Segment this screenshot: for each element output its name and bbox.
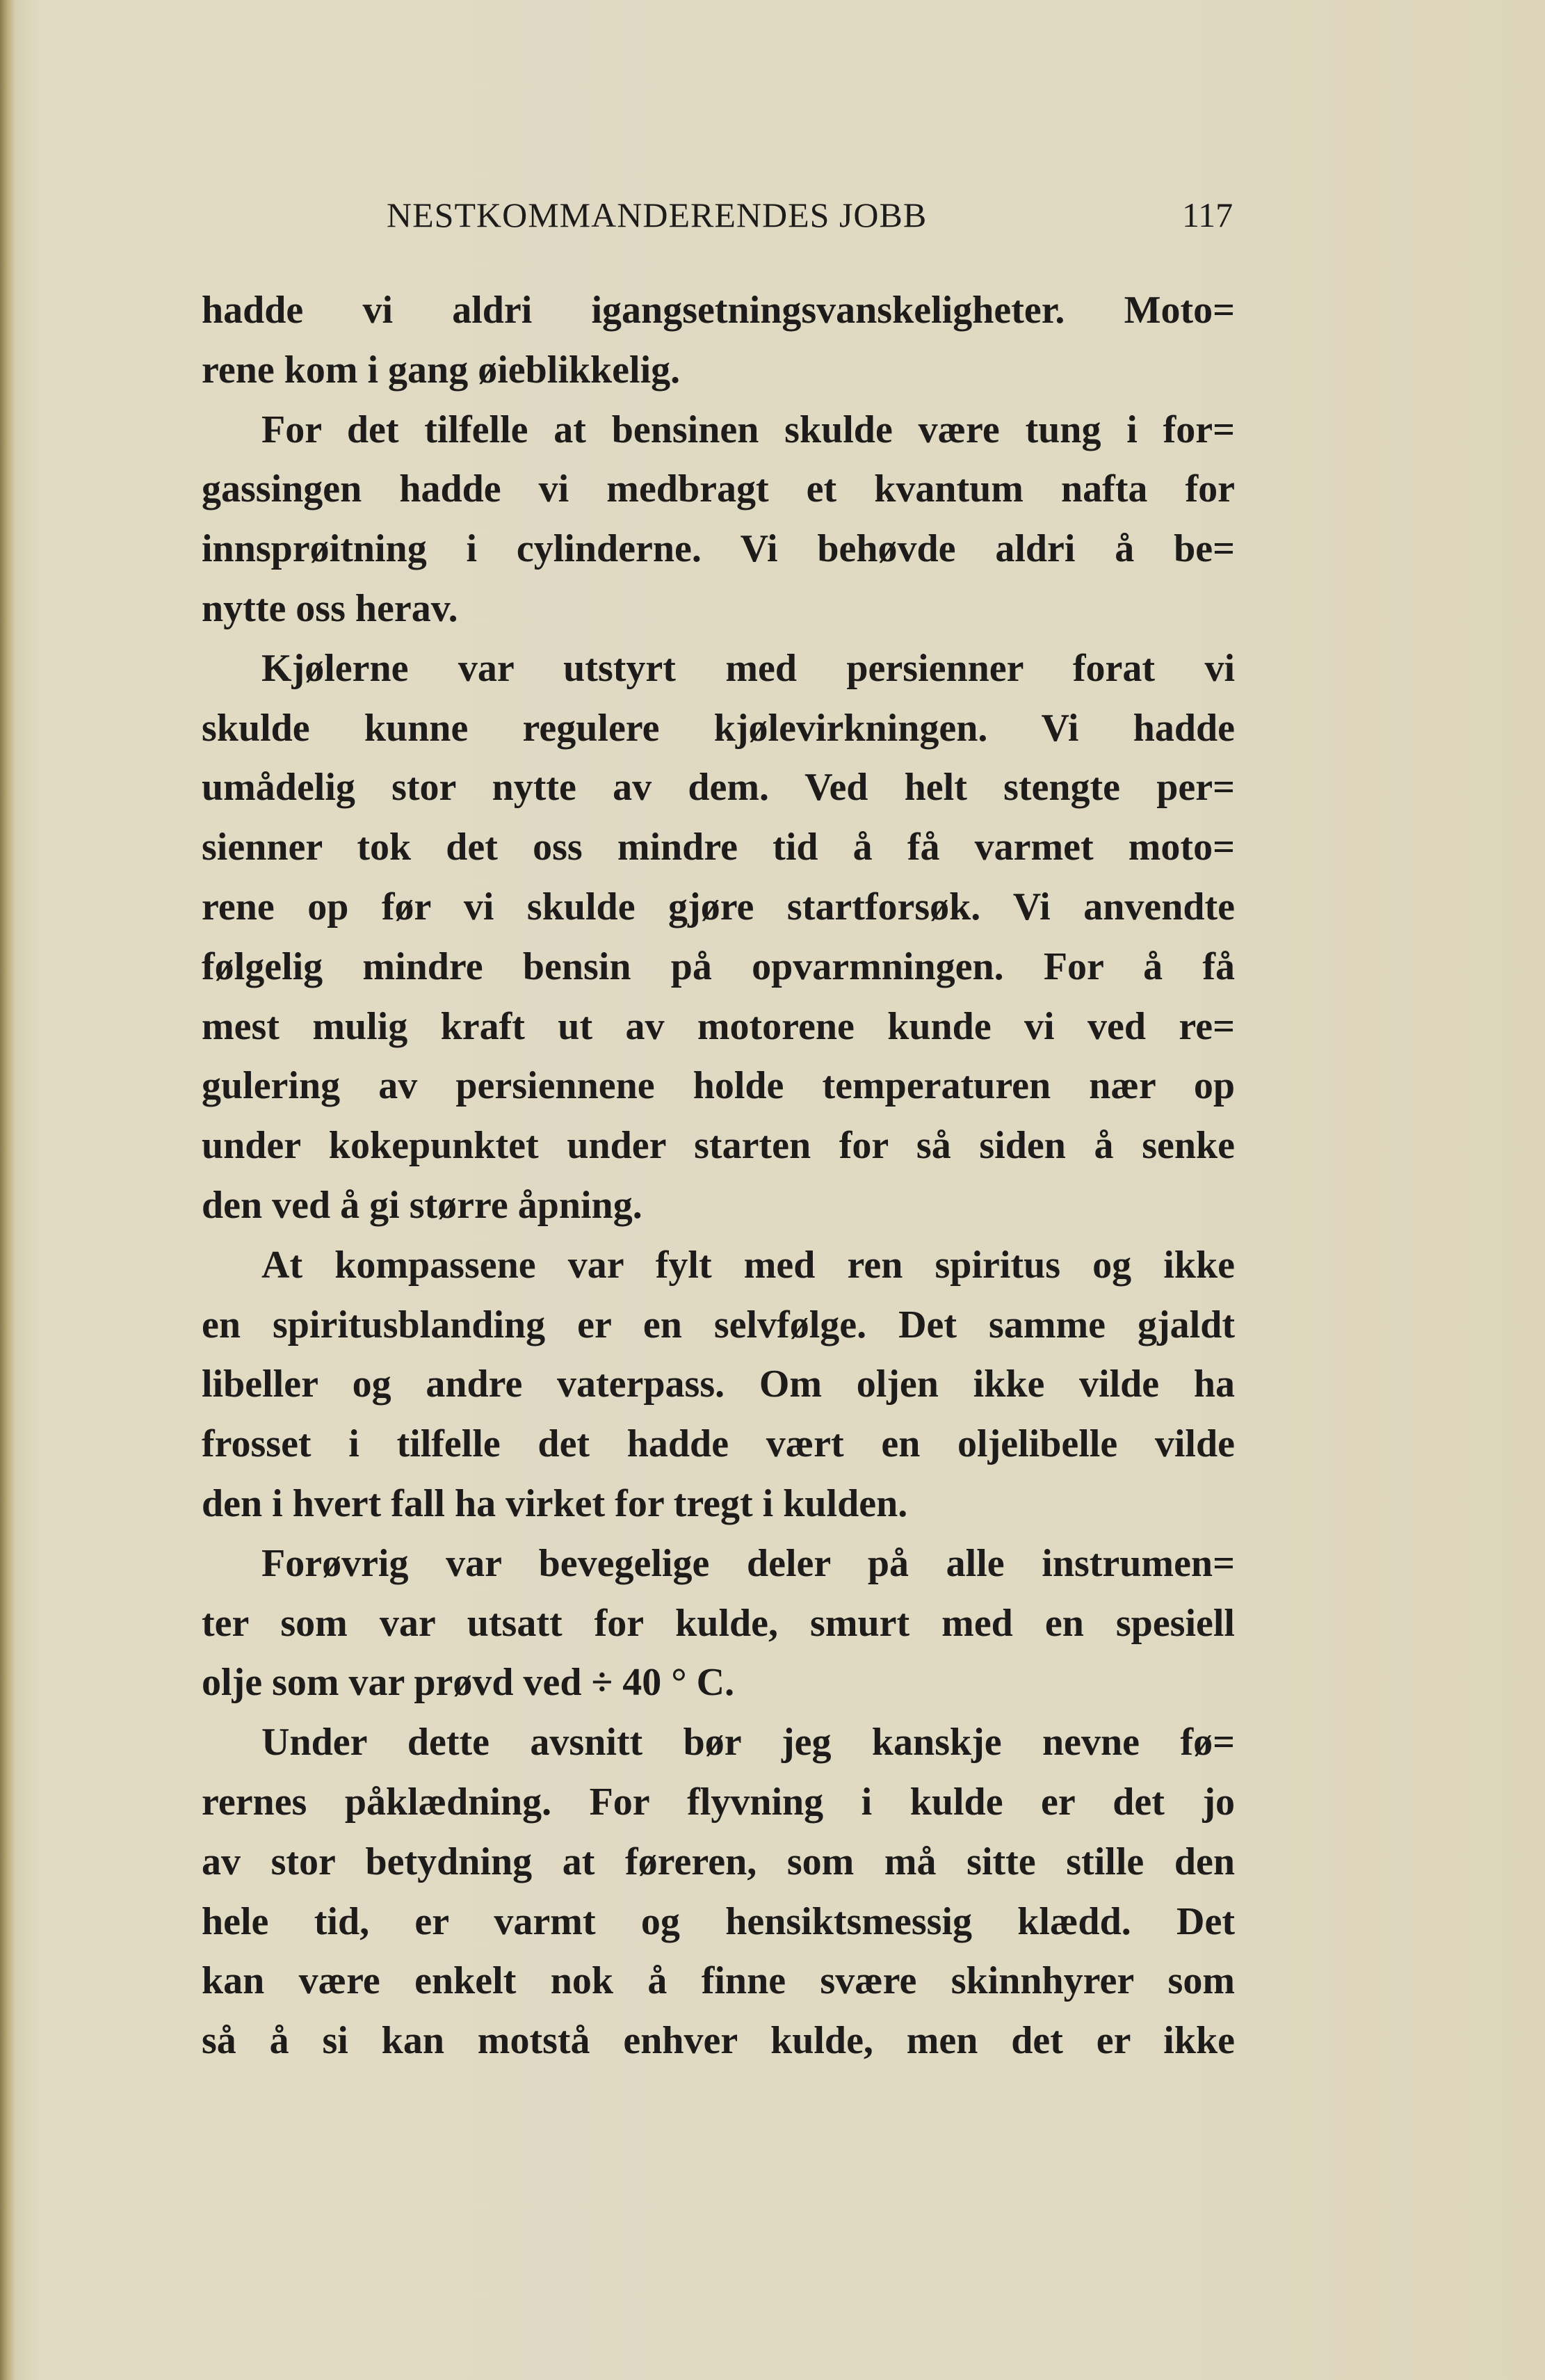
text-line: At kompassene var fylt med ren spiritus og ikke	[261, 1243, 1235, 1287]
text-line: hadde vi aldri igangsetningsvanskeligheter. Moto=	[202, 289, 1235, 332]
text-line: umådelig stor nytte av dem. Ved helt stengte per=	[202, 766, 1235, 810]
text-line: av stor betydning at føreren, som må sitte stille den	[202, 1840, 1235, 1883]
text-line: så å si kan motstå enhver kulde, men det er ikke	[202, 2019, 1235, 2063]
text-line: rene op før vi skulde gjøre startforsøk. Vi anvendte	[202, 885, 1235, 928]
paragraph	[202, 281, 1235, 401]
text-line: mest mulig kraft ut av motorene kunde vi ved re=	[202, 1004, 1235, 1048]
running-header: NESTKOMMANDERENDES JOBB	[387, 195, 928, 234]
text-line: den ved å gi større åpning.	[202, 1183, 642, 1227]
text-line: Under dette avsnitt bør jeg kanskje nevne fø=	[261, 1721, 1235, 1764]
text-line: rene kom i gang øieblikkelig.	[202, 348, 681, 392]
text-line: ter som var utsatt for kulde, smurt med en spesiell	[202, 1601, 1235, 1645]
page-number: 117	[1182, 195, 1233, 234]
text-line: hele tid, er varmt og hensiktsmessig klædd. Det	[202, 1899, 1235, 1943]
text-line: Forøvrig var bevegelige deler på alle instrumen=	[261, 1541, 1235, 1585]
text-line: under kokepunktet under starten for så siden å senke	[202, 1124, 1235, 1168]
text-line: olje som var prøvd ved ÷ 40 ° C.	[202, 1661, 735, 1705]
text-line: den i hvert fall ha virket for tregt i kulden.	[202, 1481, 908, 1525]
text-line: kan være enkelt nok å finne svære skinnhyrer som	[202, 1959, 1235, 2003]
paragraph	[202, 401, 1235, 639]
paragraph	[202, 1713, 1235, 2071]
body-text	[202, 281, 1235, 2071]
paragraph	[202, 1236, 1235, 1534]
text-line: en spiritusblanding er en selvfølge. Det samme gjaldt	[202, 1303, 1235, 1346]
text-line: følgelig mindre bensin på opvarmningen. For å få	[202, 944, 1235, 988]
text-line: innsprøitning i cylinderne. Vi behøvde aldri å be=	[202, 527, 1235, 571]
text-line: Kjølerne var utstyrt med persienner forat vi	[261, 646, 1235, 690]
text-line: libeller og andre vaterpass. Om oljen ikke vilde ha	[202, 1362, 1235, 1406]
text-line: frosset i tilfelle det hadde vært en oljelibelle vilde	[202, 1422, 1235, 1466]
text-line: skulde kunne regulere kjølevirkningen. Vi hadde	[202, 706, 1235, 750]
text-line: rernes påklædning. For flyvning i kulde er det jo	[202, 1780, 1235, 1824]
text-line: sienner tok det oss mindre tid å få varmet moto=	[202, 826, 1235, 869]
paragraph	[202, 1534, 1235, 1713]
text-line: nytte oss herav.	[202, 586, 458, 630]
paragraph	[202, 639, 1235, 1236]
text-line: gulering av persiennene holde temperaturen nær op	[202, 1064, 1235, 1108]
text-line: gassingen hadde vi medbragt et kvantum nafta for	[202, 467, 1235, 511]
text-line: For det tilfelle at bensinen skulde være tung i for=	[261, 408, 1235, 451]
